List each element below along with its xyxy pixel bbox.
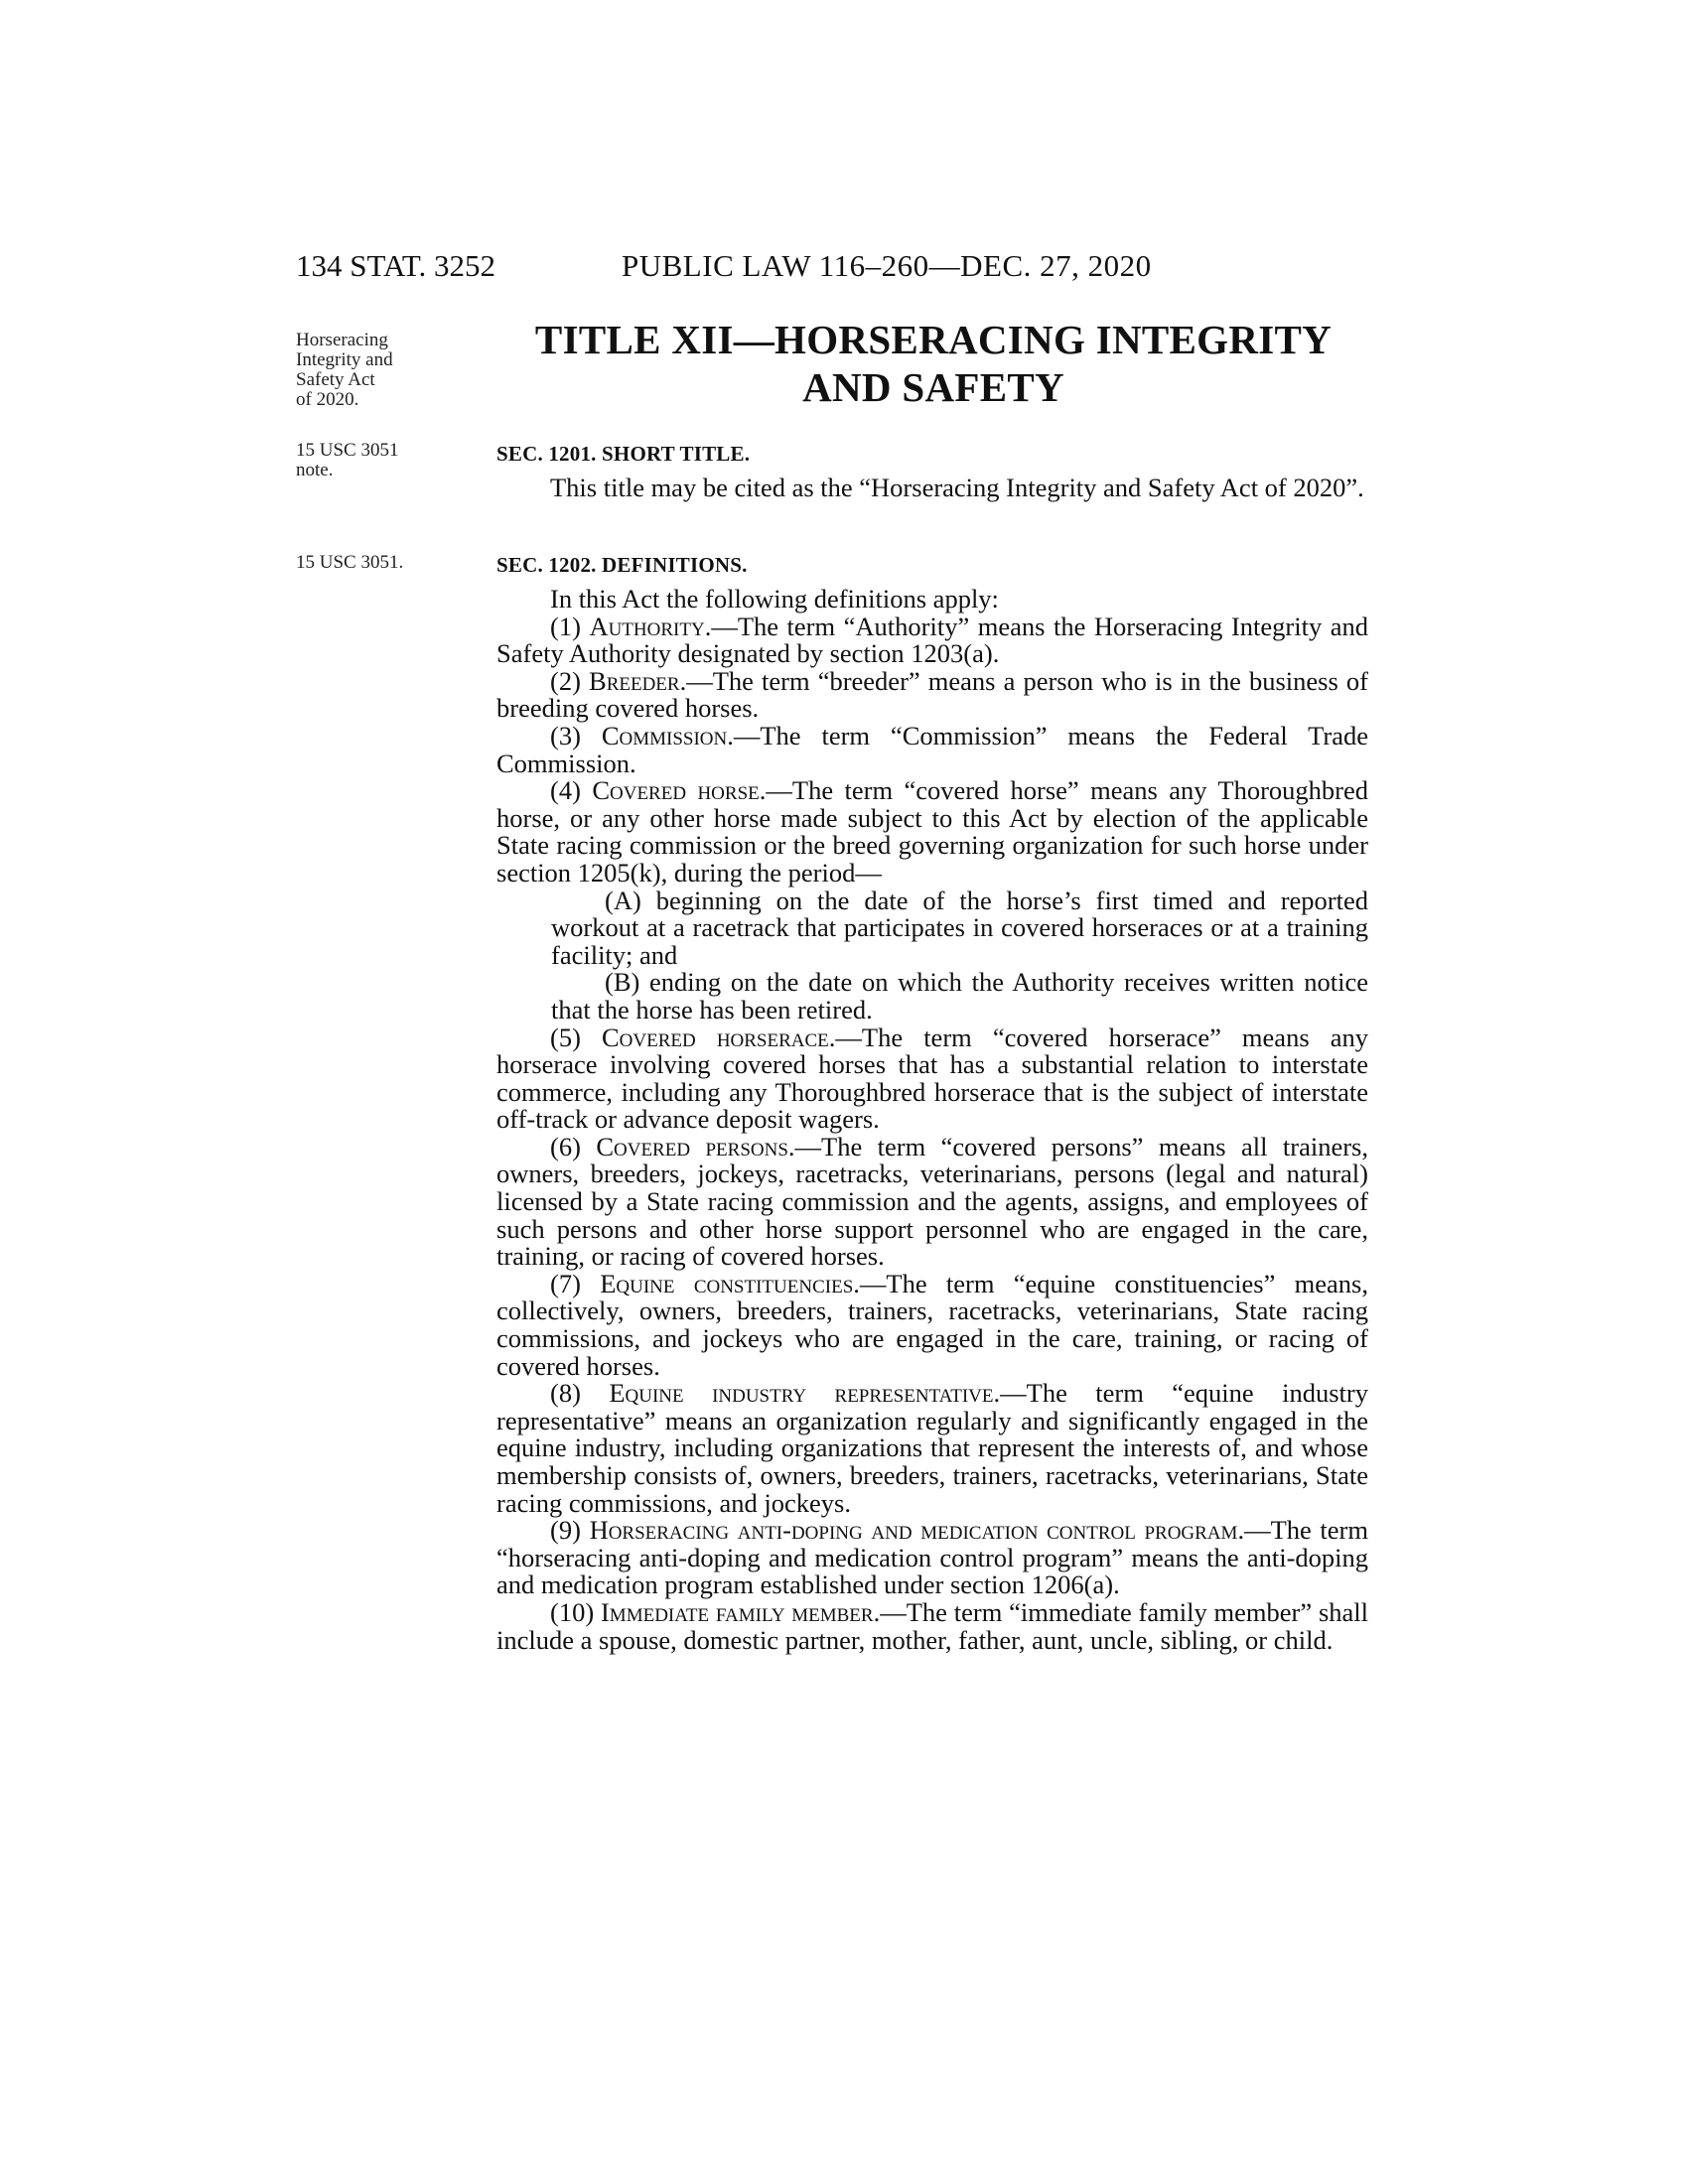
definition-text: .—The term “immediate family member” shall include a spouse, domestic partner, mother, father, aunt, uncle, sibling, or child. xyxy=(496,1596,1369,1655)
definition-term: Covered persons xyxy=(596,1131,788,1161)
definition-term: Commission xyxy=(601,720,728,751)
definition-5 xyxy=(496,1024,1368,1134)
definition-number: (2) xyxy=(550,665,590,696)
stat-page-reference: 134 STAT. 3252 xyxy=(296,248,496,283)
running-header xyxy=(296,246,1368,286)
definition-1 xyxy=(496,611,1369,669)
definition-3 xyxy=(496,720,1368,778)
definition-text: .—The term “covered horse” means any Thoroughbred horse, or any other horse made subject to this Act by election of the applicable State racing commission or the breed governing organization for such horse under section 1205(k), during the period— xyxy=(496,775,1369,887)
definition-text: .—The term “covered horserace” means any horserace involving covered horses that has a substantial relation to interstate commerce, including any Thoroughbred horserace that is the subject of interstate off-track or advance deposit wagers. xyxy=(496,1022,1368,1135)
definition-term: Covered horserace xyxy=(602,1022,829,1052)
definition-text: .—The term “Authority” means the Horseracing Integrity and Safety Authority designated by section 1203(a). xyxy=(496,611,1369,669)
definition-term: Equine constituencies xyxy=(600,1268,854,1298)
margin-note-line: Horseracing xyxy=(296,330,388,350)
definition-2 xyxy=(496,665,1368,724)
definition-8 xyxy=(496,1380,1368,1517)
section-1201-body xyxy=(496,475,1368,502)
definition-text: .—The term “Commission” means the Federal Trade Commission. xyxy=(496,720,1368,778)
definition-term: Covered horse xyxy=(592,775,760,806)
subparagraph-4b: (B) ending on the date on which the Authority receives written notice that the horse has been retired. xyxy=(551,967,1368,1024)
margin-note-line: 15 USC 3051 xyxy=(296,440,399,461)
definition-term: Breeder xyxy=(589,665,680,696)
definition-term: Authority xyxy=(589,611,705,641)
definition-text: .—The term “horseracing anti-doping and medication control program” means the anti-doping and medication program established under section 1206(a). xyxy=(496,1515,1368,1600)
definition-number: (4) xyxy=(550,775,593,806)
title-line-1: TITLE XII—HORSERACING INTEGRITY xyxy=(534,317,1333,362)
definition-number: (8) xyxy=(550,1378,610,1409)
definition-10 xyxy=(496,1596,1369,1655)
definition-7 xyxy=(496,1268,1368,1381)
section-1201-heading: SEC. 1201. SHORT TITLE. xyxy=(496,442,751,466)
section-1202-intro: In this Act the following definitions apply: xyxy=(550,584,999,614)
margin-note-usc-1201 xyxy=(296,441,445,480)
definition-text: .—The term “equine industry representative” means an organization regularly and significantly engaged in the equine industry, including organizations that represent the interests of, and whose membership consists of, owners, breeders, trainers, racetracks, veterinarians, State racing commissions, and jockeys. xyxy=(496,1378,1368,1518)
section-1202-body xyxy=(496,586,1368,1654)
definition-number: (9) xyxy=(550,1515,590,1546)
definition-number: (5) xyxy=(550,1022,602,1052)
definition-term: Immediate family member xyxy=(600,1596,874,1627)
title-heading xyxy=(496,316,1370,411)
subparagraph-4a: (A) beginning on the date of the horse’s first timed and reported workout at a racetrack that participates in covered horseraces or at a training facility; and xyxy=(551,885,1368,970)
definition-number: (6) xyxy=(550,1131,597,1161)
section-1202-heading: SEC. 1202. DEFINITIONS. xyxy=(496,553,748,577)
definition-term: Equine industry representative xyxy=(609,1378,994,1409)
definition-number: (7) xyxy=(550,1268,601,1298)
margin-note-line: 15 USC 3051. xyxy=(296,552,404,573)
definition-text: .—The term “covered persons” means all trainers, owners, breeders, jockeys, racetracks, veterinarians, persons (legal and natural) licensed by a State racing commission and the agents, assigns, and employees of such persons and other horse support personnel who are engaged in the care, training, or racing of covered horses. xyxy=(496,1131,1368,1272)
definition-number: (3) xyxy=(550,720,602,751)
public-law-reference: PUBLIC LAW 116–260—DEC. 27, 2020 xyxy=(622,248,1152,283)
margin-note-act-name xyxy=(296,331,445,410)
definition-number: (1) xyxy=(550,611,590,641)
definition-number: (10) xyxy=(550,1596,601,1627)
section-1201-text: This title may be cited as the “Horseracing Integrity and Safety Act of 2020”. xyxy=(550,473,1364,502)
definition-6 xyxy=(496,1131,1368,1272)
definition-text: .—The term “breeder” means a person who is in the business of breeding covered horses. xyxy=(496,665,1368,724)
definition-4 xyxy=(496,777,1368,887)
margin-note-usc-1202 xyxy=(296,553,445,573)
margin-note-line: note. xyxy=(296,460,334,480)
margin-note-line: Safety Act xyxy=(296,369,375,390)
title-line-2: AND SAFETY xyxy=(802,364,1064,410)
margin-note-line: Integrity and xyxy=(296,349,393,370)
margin-note-line: of 2020. xyxy=(296,389,359,410)
definition-9 xyxy=(496,1517,1368,1599)
definition-text: .—The term “equine constituencies” means, collectively, owners, breeders, trainers, racetracks, veterinarians, State racing commissions, and jockeys who are engaged in the care, training, or racing of covered horses. xyxy=(496,1268,1368,1381)
definition-term: Horseracing anti-doping and medication control program xyxy=(589,1515,1238,1546)
